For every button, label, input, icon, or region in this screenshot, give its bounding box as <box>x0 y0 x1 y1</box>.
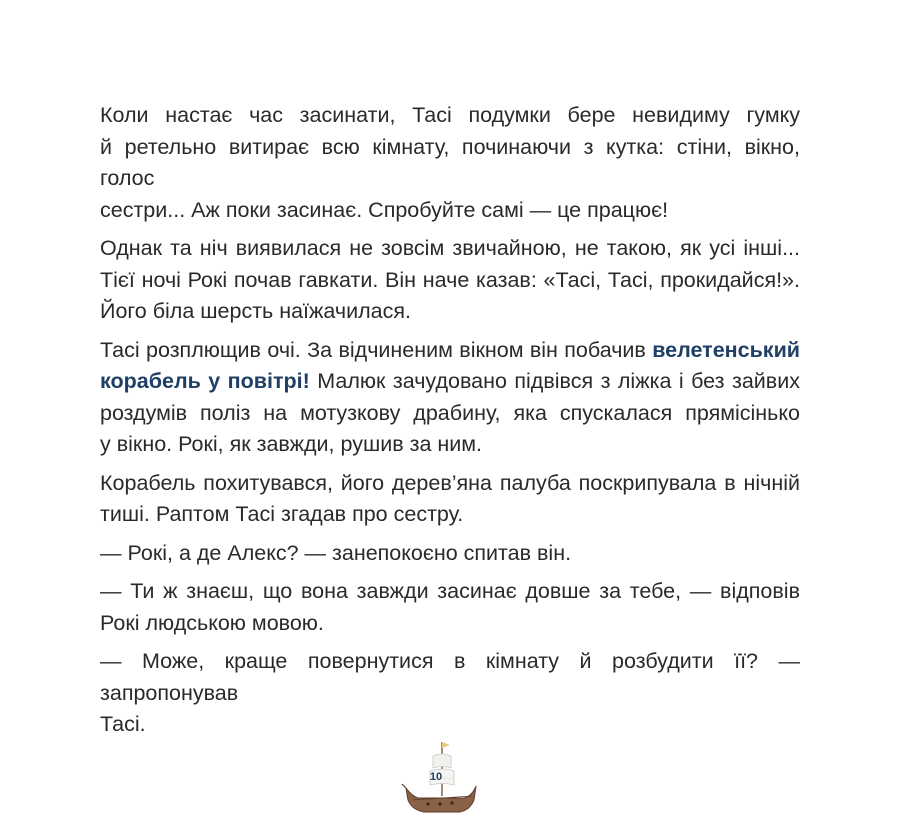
highlighted-phrase: корабель у повітрі! <box>100 369 310 393</box>
paragraph <box>100 468 800 531</box>
text-line: Корабель похитувався, його дерев’яна палуба поскрипувала в нічній <box>100 470 800 495</box>
paragraph <box>100 100 800 226</box>
paragraph <box>100 538 800 570</box>
text-line <box>100 366 800 398</box>
highlighted-phrase: велетенський <box>652 337 800 362</box>
text-line: Коли настає час засинати, Тасі подумки бере невидиму гумку <box>100 103 800 127</box>
text-line: — Рокі, а де Алекс? — занепокоєно спитав він. <box>100 540 572 565</box>
text-line: — Може, краще повернутися в кімнату й розбудити її? — запропонував <box>100 649 800 705</box>
paragraph <box>100 576 800 639</box>
text-fragment: Малюк зачудовано підвівся з ліжка і без зайвих <box>317 369 800 393</box>
text-fragment: Тасі розплющив очі. За відчиненим вікном він побачив <box>100 337 646 362</box>
text-line: Рокі людською мовою. <box>100 610 324 635</box>
text-line <box>100 335 800 367</box>
text-line: Його біла шерсть наїжачилася. <box>100 299 411 323</box>
text-line: — Ти ж знаєш, що вона завжди засинає довше за тебе, — відповів <box>100 579 800 603</box>
page-number: 10 <box>429 771 443 783</box>
text-line: тиші. Раптом Тасі згадав про сестру. <box>100 502 464 526</box>
paragraph <box>100 646 800 741</box>
text-line: Тасі. <box>100 712 146 736</box>
text-line: й ретельно витирає всю кімнату, починаючи з кутка: стіни, вікно, голос <box>100 134 800 190</box>
text-line: роздумів поліз на мотузкову драбину, яка спускалася прямісінько <box>100 400 800 425</box>
paragraph <box>100 335 800 461</box>
text-line: у вікно. Рокі, як завжди, рушив за ним. <box>100 432 483 456</box>
paragraph <box>100 233 800 328</box>
text-line: Однак та ніч виявилася не зовсім звичайною, не такою, як усі інші... <box>100 236 800 260</box>
text-line: сестри... Аж поки засинає. Спробуйте самі — це працює! <box>100 197 669 222</box>
text-line: Тієї ночі Рокі почав гавкати. Він наче казав: «Тасі, Тасі, прокидайся!». <box>100 267 800 292</box>
body-text <box>100 100 800 741</box>
